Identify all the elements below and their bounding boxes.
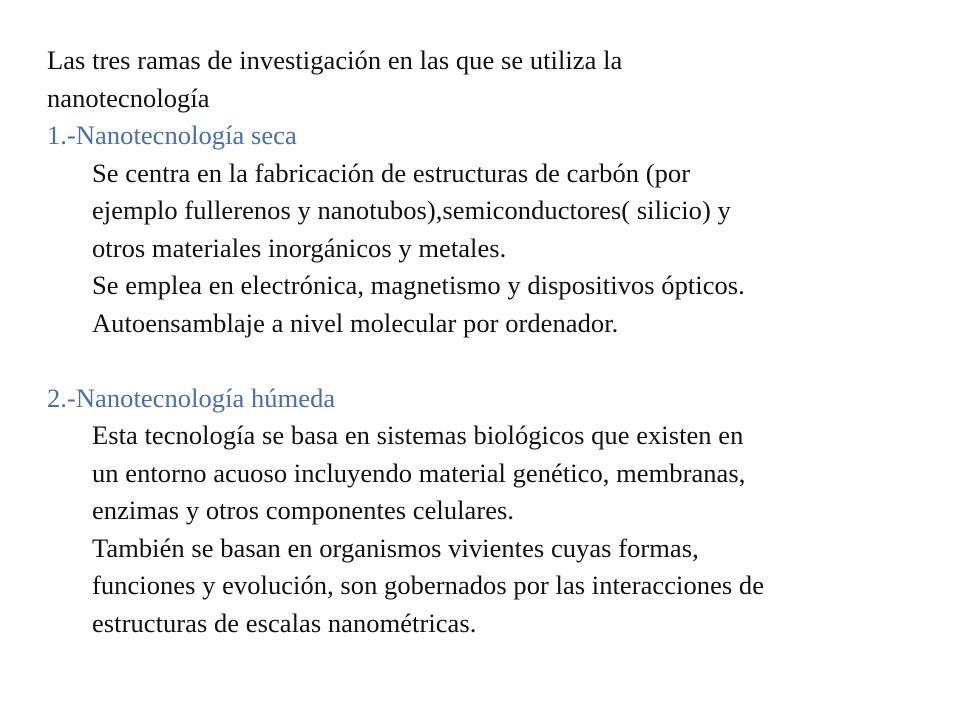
section2-line-1: Esta tecnología se basa en sistemas biológicos que existen en — [92, 420, 744, 450]
section1-heading: 1.-Nanotecnología seca — [47, 120, 297, 150]
slide-content — [47, 42, 927, 642]
section1-line-3: otros materiales inorgánicos y metales. — [92, 232, 507, 263]
intro-line-2: nanotecnología — [47, 82, 210, 113]
section1-line-5: Autoensamblaje a nivel molecular por ordenador. — [92, 307, 619, 338]
section2-heading: 2.-Nanotecnología húmeda — [47, 382, 336, 413]
section2-line-3: enzimas y otros componentes celulares. — [92, 495, 515, 525]
section1-line-1: Se centra en la fabricación de estructuras de carbón (por — [92, 157, 691, 188]
section2-line-4: También se basan en organismos vivientes cuyas formas, — [92, 532, 699, 563]
intro-line-1: Las tres ramas de investigación en las que se utiliza la — [47, 45, 623, 75]
section2-line-6: estructuras de escalas nanométricas. — [92, 607, 477, 638]
section1-line-4: Se emplea en electrónica, magnetismo y dispositivos ópticos. — [92, 270, 745, 300]
section2-line-2: un entorno acuoso incluyendo material genético, membranas, — [92, 457, 746, 488]
section-spacer — [47, 342, 927, 380]
section2-line-5: funciones y evolución, son gobernados por las interacciones de — [92, 570, 765, 600]
section1-line-2: ejemplo fullerenos y nanotubos),semiconductores( silicio) y — [92, 195, 731, 225]
